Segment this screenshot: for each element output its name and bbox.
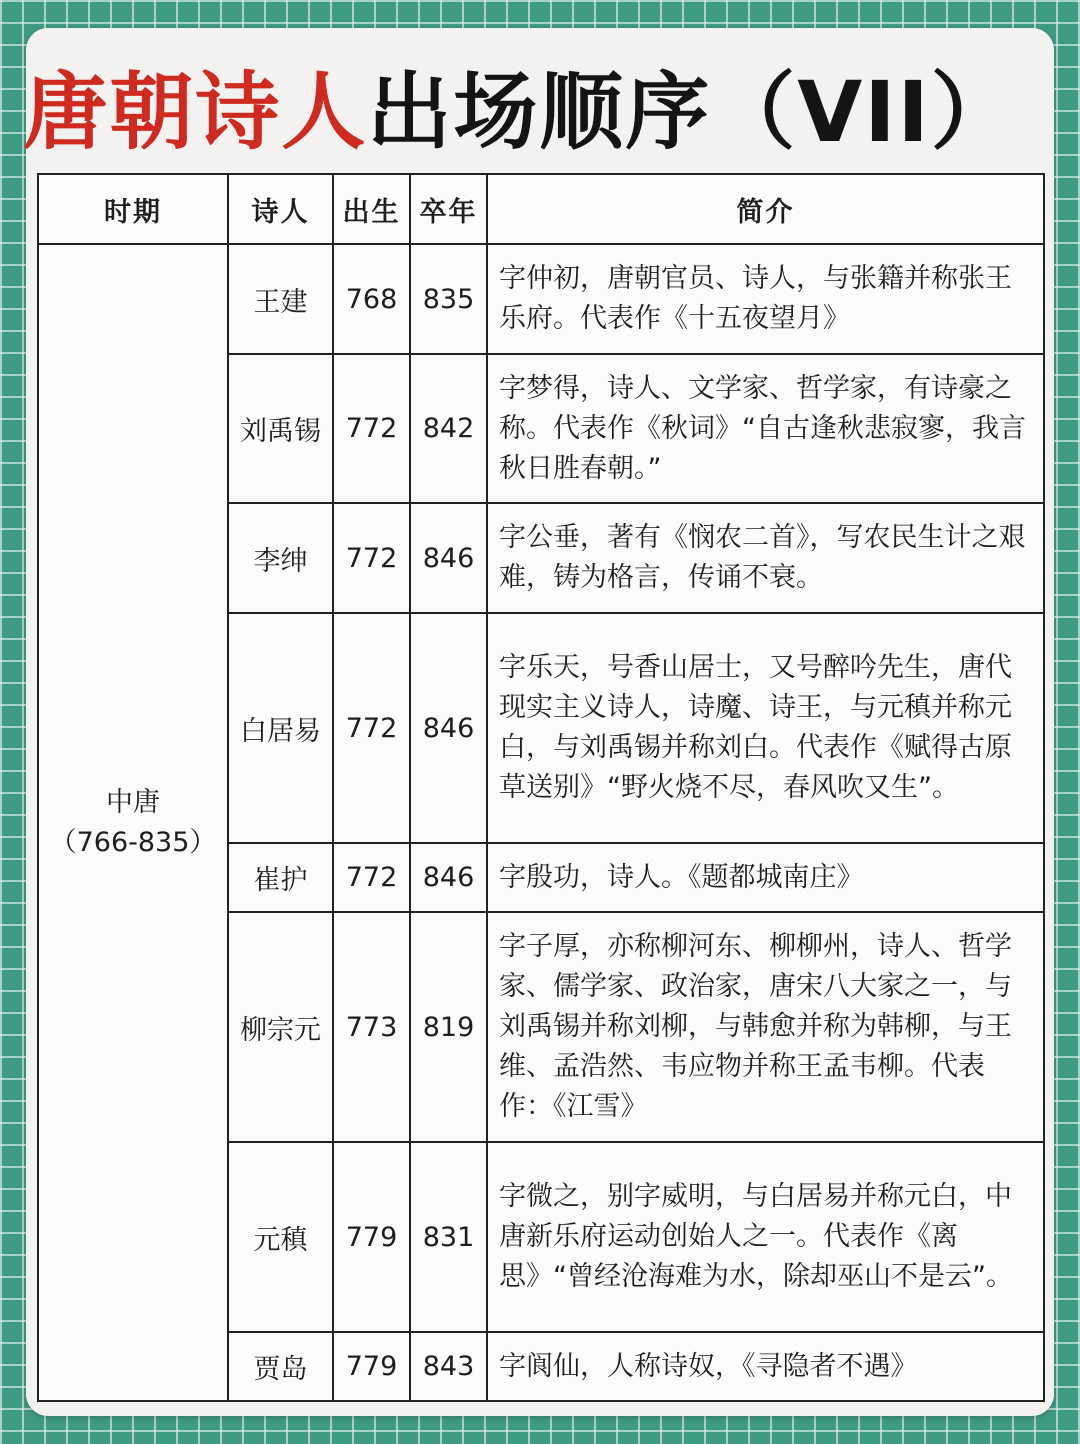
poet-name: 李绅 [228, 503, 333, 613]
title-red-part: 唐朝诗人 [23, 63, 368, 161]
born-year: 773 [333, 912, 410, 1142]
death-year: 831 [410, 1142, 487, 1332]
poet-intro: 字微之，别字威明，与白居易并称元白，中唐新乐府运动创始人之一。代表作《离思》“曾经沧海难为水，除却巫山不是云”。 [487, 1142, 1044, 1332]
born-year: 779 [333, 1332, 410, 1401]
poet-intro: 字乐天，号香山居士，又号醉吟先生，唐代现实主义诗人，诗魔、诗王，与元稹并称元白，与刘禹锡并称刘白。代表作《赋得古原草送别》“野火烧不尽，春风吹又生”。 [487, 613, 1044, 843]
poets-table [37, 173, 1045, 1402]
death-year: 846 [410, 843, 487, 912]
poet-name: 白居易 [228, 613, 333, 843]
poet-intro: 字子厚，亦称柳河东、柳柳州，诗人、哲学家、儒学家、政治家，唐宋八大家之一，与刘禹锡并称刘柳，与韩愈并称为韩柳，与王维、孟浩然、韦应物并称王孟韦柳。代表作：《江雪》 [487, 912, 1044, 1142]
death-year: 843 [410, 1332, 487, 1401]
death-year: 846 [410, 613, 487, 843]
header-intro: 简介 [487, 174, 1044, 244]
table-row [38, 244, 1044, 354]
poet-name: 王建 [228, 244, 333, 354]
death-year: 842 [410, 354, 487, 503]
header-born: 出生 [333, 174, 410, 244]
era-name: 中唐 [106, 786, 160, 818]
header-poet: 诗人 [228, 174, 333, 244]
born-year: 768 [333, 244, 410, 354]
title-black-part: 出场顺序（VII） [367, 63, 1017, 161]
poet-name: 刘禹锡 [228, 354, 333, 503]
death-year: 819 [410, 912, 487, 1142]
header-period: 时期 [38, 174, 228, 244]
born-year: 772 [333, 613, 410, 843]
poet-name: 元稹 [228, 1142, 333, 1332]
born-year: 772 [333, 843, 410, 912]
poet-name: 柳宗元 [228, 912, 333, 1142]
era-cell [38, 244, 228, 1401]
poet-name: 崔护 [228, 843, 333, 912]
header-died: 卒年 [410, 174, 487, 244]
poet-intro: 字公垂，著有《悯农二首》，写农民生计之艰难，铸为格言，传诵不衰。 [487, 503, 1044, 613]
death-year: 835 [410, 244, 487, 354]
death-year: 846 [410, 503, 487, 613]
era-range: （766-835） [49, 826, 217, 858]
born-year: 772 [333, 354, 410, 503]
table-header-row [38, 174, 1044, 244]
poet-intro: 字阆仙，人称诗奴，《寻隐者不遇》 [487, 1332, 1044, 1401]
born-year: 779 [333, 1142, 410, 1332]
poet-intro: 字梦得，诗人、文学家、哲学家，有诗豪之称。代表作《秋词》“自古逢秋悲寂寥，我言秋日胜春朝。” [487, 354, 1044, 503]
poet-intro: 字仲初，唐朝官员、诗人，与张籍并称张王乐府。代表作《十五夜望月》 [487, 244, 1044, 354]
born-year: 772 [333, 503, 410, 613]
page-title [0, 62, 1040, 162]
poet-intro: 字殷功，诗人。《题都城南庄》 [487, 843, 1044, 912]
poet-name: 贾岛 [228, 1332, 333, 1401]
